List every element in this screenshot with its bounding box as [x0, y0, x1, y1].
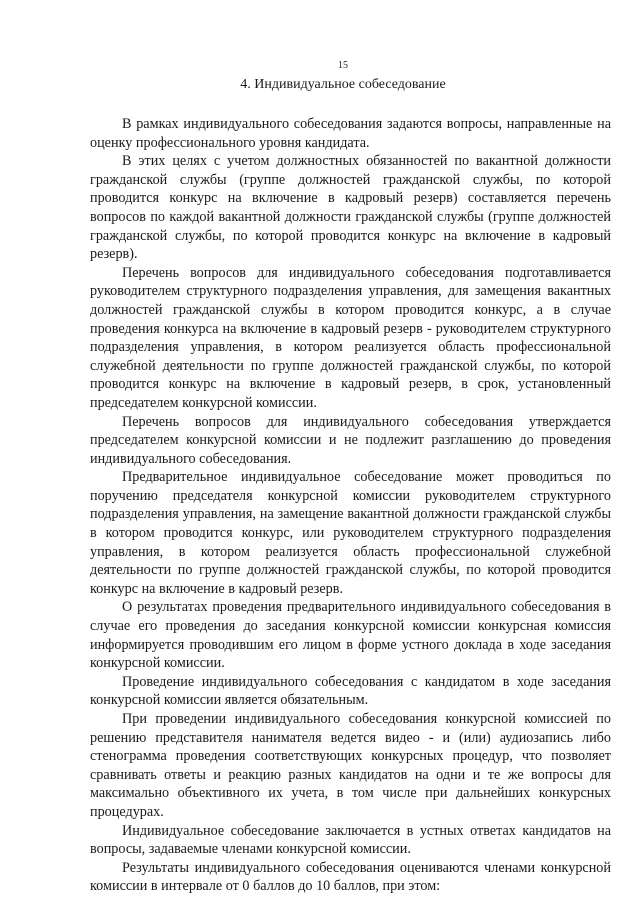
paragraph: В рамках индивидуального собеседования задаются вопросы, направленные на оценку профессионального уровня кандидата. [90, 116, 611, 151]
section-title: 4. Индивидуальное собеседование [240, 77, 446, 92]
paragraph: Перечень вопросов для индивидуального собеседования утверждается председателем конкурсной комиссии и не подлежит разглашению до проведения индивидуального собеседования. [90, 413, 611, 467]
paragraph: Проведение индивидуального собеседования с кандидатом в ходе заседания конкурсной комиссии является обязательным. [90, 673, 611, 709]
paragraph: Индивидуальное собеседование заключается в устных ответах кандидатов на вопросы, задаваемые членами конкурсной комиссии. [90, 822, 611, 858]
paragraph: О результатах проведения предварительного индивидуального собеседования в случае его проведения до заседания конкурсной комиссии конкурсная комиссия информируется проводившим его лицом в форме устного доклада в ходе заседания конкурсной комиссии. [90, 599, 611, 672]
paragraph: Результаты индивидуального собеседования оцениваются членами конкурсной комиссии в интервале от 0 баллов до 10 баллов, при этом: [90, 859, 611, 895]
paragraph: При проведении индивидуального собеседования конкурсной комиссией по решению представителя нанимателя ведется видео - и (или) аудиозапись либо стенограмма проведения соответствующих конкурсных процедур, что позволяет сравнивать ответы и реакцию разных кандидатов на одни и те же вопросы для максимально объективного их учета, в том числе при дальнейших конкурсных процедурах. [90, 711, 611, 820]
paragraph: В этих целях с учетом должностных обязанностей по вакантной должности гражданской службы (группе должностей гражданской службы, по которой проводится конкурс на включение в кадровый резерв) составляется перечень вопросов по каждой вакантной должности гражданской службы (группе должностей гражданской службы, по которой проводится конкурс на включение в кадровый резерв). [90, 153, 611, 263]
page-number: 15 [338, 60, 348, 71]
body-text [90, 115, 611, 896]
paragraph: Перечень вопросов для индивидуального собеседования подготавливается руководителем структурного подразделения управления, для замещения вакантных должностей гражданской службы в котором проводится конкурс, а в случае проведения конкурса на включение в кадровый резерв - руководителем структурного подразделения управления, в котором реализуется область профессиональной служебной деятельности по группе должностей гражданской службы, по которой проводится конкурс на включение в кадровый резерв, в срок, установленный председателем конкурсной комиссии. [90, 264, 611, 411]
paragraph: Предварительное индивидуальное собеседование может проводиться по поручению председателя конкурсной комиссии руководителем структурного подразделения управления, на замещение вакантной должности гражданской службы в котором проводится конкурс, или руководителем структурного подразделения управления, в котором реализуется область профессиональной служебной деятельности по группе должностей гражданской службы, по которой проводится конкурс на включение в кадровый резерв. [90, 469, 611, 597]
